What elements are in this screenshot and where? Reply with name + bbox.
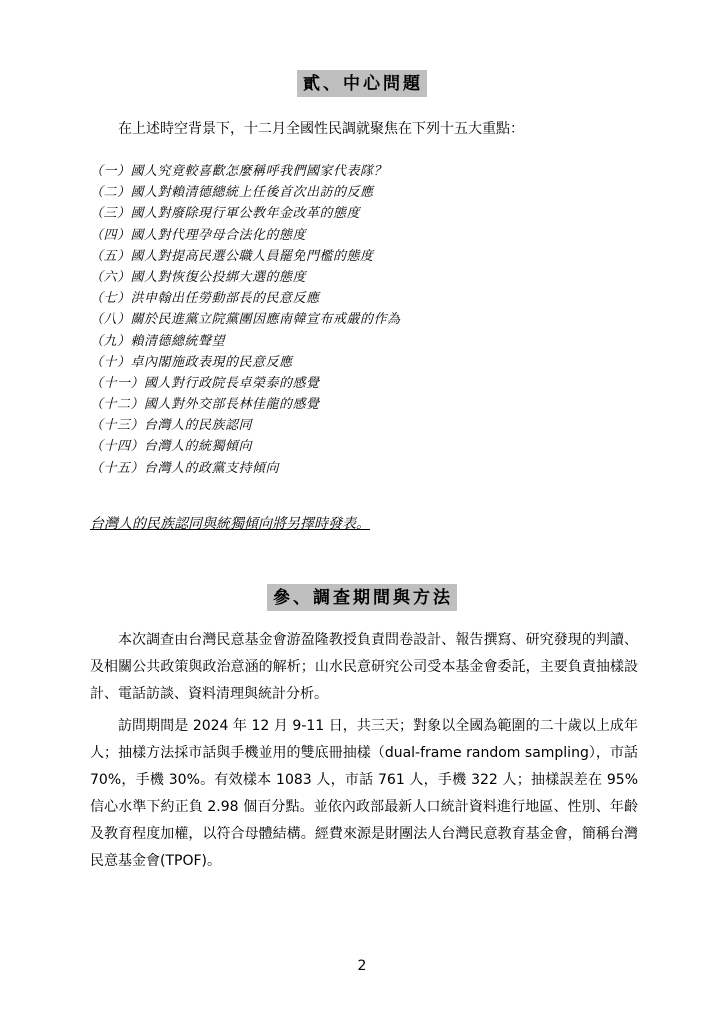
list-item-text: 賴清德總統聲望 <box>130 333 226 349</box>
list-item <box>90 458 401 479</box>
list-item <box>90 309 401 330</box>
list-item <box>90 203 401 224</box>
list-item-text: 國人對廢除現行軍公教年金改革的態度 <box>130 206 361 222</box>
list-item-text: 台灣人的政黨支持傾向 <box>144 460 280 476</box>
list-item-number: （十） <box>90 354 131 370</box>
focus-topics-list <box>90 161 401 479</box>
section-2-note: 台灣人的民族認同與統獨傾向將另擇時發表。 <box>90 516 370 532</box>
list-item-text: 台灣人的統獨傾向 <box>144 439 253 455</box>
list-item-number: （一） <box>90 164 131 179</box>
list-item-number: （三） <box>90 206 131 222</box>
section-3-paragraph-1: 本次調查由台灣民意基金會游盈隆教授負責問卷設計、報告撰寫、研究發現的判讀、及相關公共政策與政治意涵的解析；山水民意研究公司受本基金會委託，主要負責抽樣設計、電話訪談、資料清理與統計分析。 <box>90 632 638 702</box>
list-item-number: （四） <box>90 227 131 243</box>
list-item-number: （九） <box>90 333 131 349</box>
section-3-heading-text: 參、調查期間與方法 <box>267 584 457 611</box>
section-2-heading <box>0 70 724 97</box>
list-item-text: 國人對代理孕母合法化的態度 <box>130 227 307 243</box>
list-item-number: （六） <box>90 269 131 285</box>
list-item <box>90 288 401 309</box>
list-item-text: 國人究竟較喜歡怎麼稱呼我們國家代表隊？ <box>130 164 388 179</box>
list-item <box>90 352 401 373</box>
page-number: 2 <box>357 958 367 974</box>
list-item <box>90 331 401 352</box>
list-item-text: 國人對行政院長卓榮泰的感覺 <box>144 375 320 391</box>
section-2-intro: 在上述時空背景下，十二月全國性民調就聚焦在下列十五大重點： <box>118 121 524 137</box>
list-item-number: （八） <box>90 312 131 328</box>
list-item-number: （五） <box>90 248 131 264</box>
list-item-text: 關於民進黨立院黨團因應南韓宣布戒嚴的作為 <box>130 312 401 328</box>
list-item-number: （十一） <box>90 375 145 391</box>
list-item-text: 國人對提高民選公職人員罷免門檻的態度 <box>130 248 374 264</box>
section-3-heading <box>0 584 724 611</box>
list-item-number: （十三） <box>90 418 145 434</box>
list-item <box>90 246 401 267</box>
list-item <box>90 267 401 288</box>
list-item <box>90 373 401 394</box>
list-item <box>90 225 401 246</box>
list-item-number: （二） <box>90 185 131 201</box>
section-3-paragraph-2: 訪問期間是 2024 年 12 月 9-11 日，共三天；對象以全國為範圍的二十歲以上成年人；抽樣方法採市話與手機並用的雙底冊抽樣（dual-frame random sampling），市話 70%，手機 30%。有效樣本 1083 人，市話 761 人，手機 322 人；抽樣誤差在 95%信心水準下約正負 2.98 個百分點。並依內政部最新人口統計資料進行地區、性別、年齡及教育程度加權，以符合母體結構。經費來源是財團法人台灣民意教育基金會，簡稱台灣民意基金會(TPOF)。 <box>90 718 638 869</box>
list-item-number: （十二） <box>90 397 145 413</box>
list-item-number: （十四） <box>90 439 145 455</box>
list-item <box>90 182 401 203</box>
list-item-text: 台灣人的民族認同 <box>144 418 253 434</box>
list-item-number: （七） <box>90 291 131 307</box>
list-item-text: 卓內閣施政表現的民意反應 <box>130 354 293 370</box>
list-item-text: 國人對賴清德總統上任後首次出訪的反應 <box>130 185 374 201</box>
list-item-number: （十五） <box>90 460 145 476</box>
list-item <box>90 415 401 436</box>
list-item <box>90 394 401 415</box>
list-item-text: 國人對外交部長林佳龍的感覺 <box>144 397 320 413</box>
list-item <box>90 161 401 182</box>
list-item-text: 國人對恢復公投綁大選的態度 <box>130 269 307 285</box>
section-2-heading-text: 貳、中心問題 <box>297 70 427 97</box>
list-item-text: 洪申翰出任勞動部長的民意反應 <box>130 291 320 307</box>
list-item <box>90 436 401 457</box>
